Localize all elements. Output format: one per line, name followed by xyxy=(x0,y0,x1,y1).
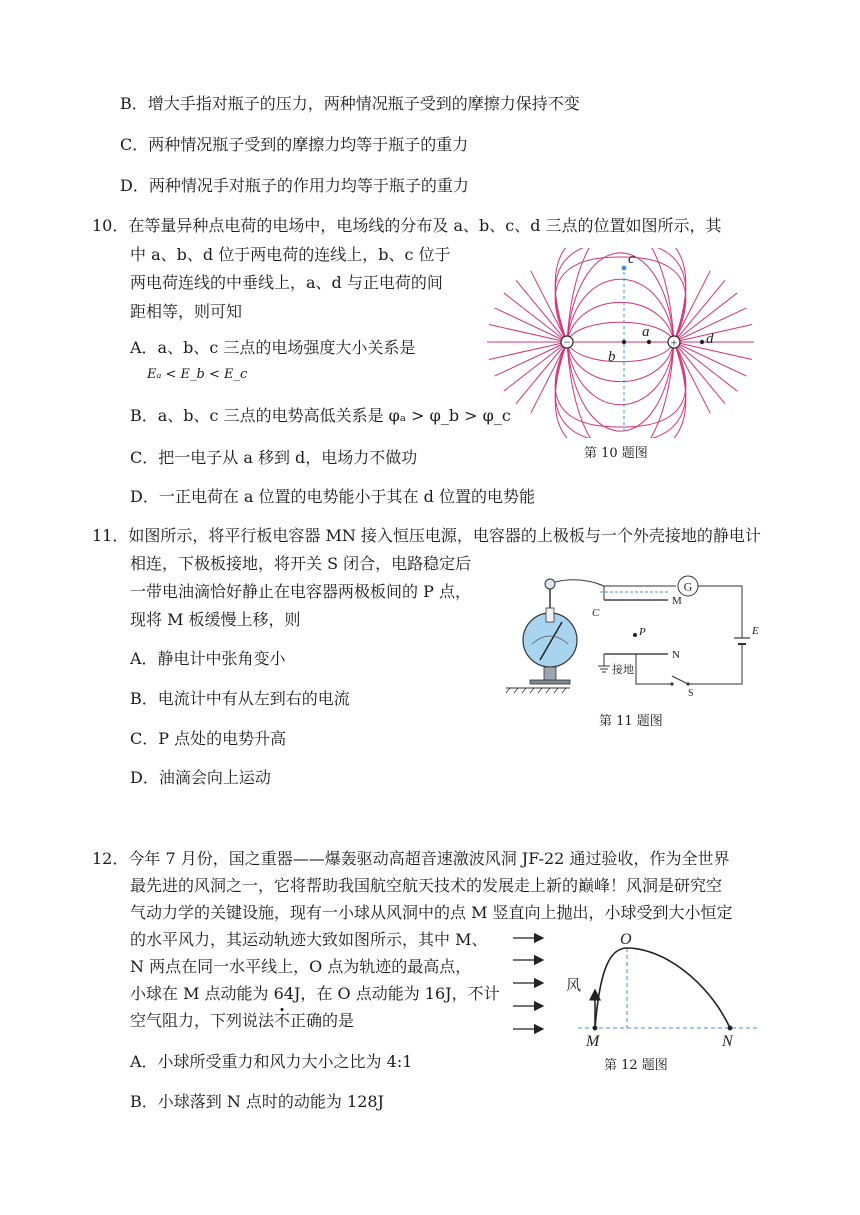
q11-stem-line-1: 11．如图所示，将平行板电容器 MN 接入恒压电源，电容器的上极板与一个外壳接地的静电计 xyxy=(92,526,761,545)
field-line-ray xyxy=(674,271,710,342)
point-b-dot xyxy=(622,340,626,344)
label-o: O xyxy=(620,931,632,948)
field-line-ray xyxy=(674,342,710,413)
q12-emphasis-not: 不 xyxy=(274,1011,291,1030)
label-m: M xyxy=(672,595,682,607)
label-wind: 风 xyxy=(566,978,582,994)
q12-stem-line-2: 最先进的风洞之一，它将帮助我国航空航天技术的发展走上新的巅峰！风洞是研究空 xyxy=(130,876,723,895)
q10-option-b: B．a、b、c 三点的电势高低关系是 φₐ > φ_b > φ_c xyxy=(130,406,511,425)
field-line-outer xyxy=(555,248,685,342)
label-a: a xyxy=(642,324,650,340)
q10-stem-line-3: 两电荷连线的中垂线上，a、d 与正电荷的间 xyxy=(130,273,443,292)
label-e: E xyxy=(752,625,759,637)
label-c: C xyxy=(592,607,600,619)
label-ground: 接地 xyxy=(612,664,634,676)
q12-option-a: A．小球所受重力和风力大小之比为 4:1 xyxy=(130,1052,413,1071)
q11-option-b: B．电流计中有从左到右的电流 xyxy=(130,689,350,708)
q11-caption: 第 11 题图 xyxy=(599,714,663,729)
positive-sign: + xyxy=(670,335,678,350)
q11-circuit-figure xyxy=(500,572,770,704)
q10-option-c: C．把一电子从 a 移到 d，电场力不做功 xyxy=(130,448,418,467)
q12-trajectory-figure xyxy=(508,926,770,1046)
q12-stem-line-3: 气动力学的关键设施，现有一小球从风洞中的点 M 竖直向上抛出，小球受到大小恒定 xyxy=(130,903,733,922)
field-line-inner xyxy=(567,279,674,342)
point-c-dot xyxy=(622,266,627,271)
q10-stem-line-4: 距相等，则可知 xyxy=(130,302,243,321)
q10-stem-line-2: 中 a、b、d 位于两电荷的连线上，b、c 位于 xyxy=(130,245,451,264)
field-line-inner xyxy=(567,342,674,438)
switch-s xyxy=(672,676,688,684)
q11-stem-line-2: 相连，下极板接地，将开关 S 闭合，电路稳定后 xyxy=(130,554,472,573)
point-d-dot xyxy=(700,340,704,344)
field-line-inner xyxy=(567,342,674,405)
point-p-dot xyxy=(633,633,637,637)
electroscope-knob xyxy=(545,579,555,589)
q11-option-a: A．静电计中张角变小 xyxy=(130,649,286,668)
q12-stem-line-7-part-3: 正确的是 xyxy=(290,1011,355,1030)
label-m: M xyxy=(586,1033,600,1046)
field-line-ray xyxy=(495,342,567,376)
q12-stem-line-7-part-1: 空气阻力，下列说法 xyxy=(130,1011,275,1030)
q11-stem-line-4: 现将 M 板缓慢上移，则 xyxy=(130,610,301,629)
negative-sign: − xyxy=(563,335,571,349)
q10-option-a-formula: Eₐ < E_b < E_c xyxy=(147,367,248,382)
q9-option-c: C．两种情况瓶子受到的摩擦力均等于瓶子的重力 xyxy=(120,135,469,154)
field-line-ray xyxy=(495,308,567,342)
q9-option-b: B．增大手指对瓶子的压力，两种情况瓶子受到的摩擦力保持不变 xyxy=(120,94,580,113)
label-n: N xyxy=(672,649,680,661)
label-g: G xyxy=(683,579,693,594)
q12-stem-line-1: 12．今年 7 月份，国之重器——爆轰驱动高超音速激波风洞 JF-22 通过验收，作为全世界 xyxy=(92,849,730,868)
trajectory-curve xyxy=(595,948,730,1028)
q11-stem-line-3: 一带电油滴恰好静止在电容器两极板间的 P 点， xyxy=(130,582,471,601)
wind-arrows xyxy=(513,938,543,1029)
q10-field-figure xyxy=(474,248,774,438)
field-line-outer xyxy=(555,342,685,438)
field-lines xyxy=(487,248,754,438)
q11-option-c: C．P 点处的电势升高 xyxy=(130,729,287,748)
q10-option-d: D．一正电荷在 a 位置的电势能小于其在 d 位置的电势能 xyxy=(130,487,535,506)
q11-option-d: D．油滴会向上运动 xyxy=(130,768,271,787)
point-a-dot xyxy=(647,340,651,344)
field-line-ray xyxy=(674,342,746,376)
field-line-outer xyxy=(555,248,685,342)
label-c: c xyxy=(628,251,635,267)
field-line-ray xyxy=(531,342,567,413)
q12-stem-line-5: N 两点在同一水平线上，O 点为轨迹的最高点， xyxy=(130,957,472,976)
q10-caption: 第 10 题图 xyxy=(584,446,648,461)
q9-option-d: D．两种情况手对瓶子的作用力均等于瓶子的重力 xyxy=(120,176,469,195)
q12-stem-line-7 xyxy=(130,1010,354,1032)
label-n: N xyxy=(722,1033,733,1046)
q12-stem-line-6: 小球在 M 点动能为 64J，在 O 点动能为 16J，不计 xyxy=(130,984,500,1003)
q12-caption: 第 12 题图 xyxy=(604,1058,668,1073)
field-line-inner xyxy=(567,322,674,342)
q12-stem-line-4: 的水平风力，其运动轨迹大致如图所示，其中 M、 xyxy=(130,930,488,949)
label-d: d xyxy=(706,331,714,347)
q12-option-b: B．小球落到 N 点时的动能为 128J xyxy=(130,1092,384,1111)
point-n-dot xyxy=(728,1026,733,1031)
q10-stem-line-1: 10．在等量异种点电荷的电场中，电场线的分布及 a、b、c、d 三点的位置如图所示，其 xyxy=(92,216,722,235)
q10-option-a: A．a、b、c 三点的电场强度大小关系是 xyxy=(130,338,416,357)
label-p: P xyxy=(639,626,646,638)
field-line-ray xyxy=(531,271,567,342)
label-b: b xyxy=(608,349,616,365)
label-s: S xyxy=(688,688,694,699)
point-m-dot xyxy=(593,1026,598,1031)
field-line-outer xyxy=(555,342,685,438)
field-line-inner xyxy=(567,342,674,362)
